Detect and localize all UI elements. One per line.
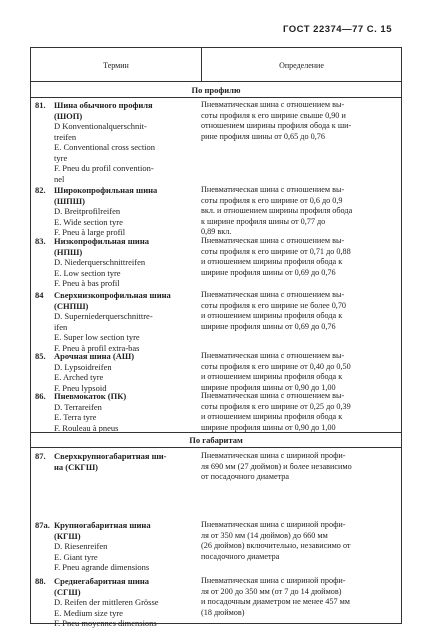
definition-line: соты профиля к его ширине не более 0,70: [201, 300, 347, 310]
definition-line: Пневматическая шина с отношением вы-: [201, 290, 345, 299]
term-name-ru: (ШОП): [54, 110, 83, 121]
term-number: 84: [35, 290, 44, 300]
definition-line: и отношением ширины профиля обода к: [201, 311, 343, 320]
definition-line: Пневматическая шина с шириной профи-: [201, 576, 346, 585]
definition-line: Пневматическая шина с отношением вы-: [201, 391, 345, 400]
definition-cell: [201, 391, 391, 433]
term-translation: treifen: [54, 131, 77, 142]
definition-cell: [201, 185, 391, 238]
column-header-definition: Определение: [279, 61, 324, 70]
term-name-ru: Арочная шина (АШ): [54, 351, 135, 361]
term-number: 87.: [35, 451, 46, 461]
definition-cell: [201, 100, 391, 142]
definition-line: ширине профиля шины от 0,69 до 0,76: [201, 321, 336, 331]
definition-cell: [201, 576, 391, 618]
definition-line: ширине профиля шины от 0,69 до 0,76: [201, 267, 336, 277]
definition-line: ля от 200 до 350 мм (от 7 до 14 дюймов): [201, 586, 342, 596]
definition-cell: [201, 520, 391, 562]
term-translation: D Konventionalquerschnit-: [54, 121, 147, 131]
term-translation: E. Conventional cross section: [54, 142, 156, 152]
column-header-term: Термин: [103, 61, 129, 70]
table-header: [31, 48, 401, 82]
definition-line: и отношением ширины профиля обода к: [201, 372, 343, 381]
definition-line: (26 дюймов) включительно, независимо от: [201, 541, 351, 550]
definition-line: вкл. и отношением ширины профиля обода: [201, 206, 353, 215]
term-name-ru: Сверхкрупногабаритная ши-: [54, 451, 167, 461]
definition-line: к ширине профиля шины от 0,77 до: [201, 216, 326, 226]
term-translation: D. Breitprofilreifen: [54, 206, 121, 216]
term-name-ru: Среднегабаритная шина: [54, 576, 149, 586]
term-translation: F. Pneu du profil convention-: [54, 163, 154, 173]
definition-line: соты профиля к его ширине свыше 0,90 и: [201, 110, 346, 120]
term-translation: F. Rouleau à pneus: [54, 422, 119, 433]
definition-line: отношением ширины профиля обода к ши-: [201, 121, 352, 130]
definition-line: соты профиля к его ширине от 0,71 до 0,88: [201, 246, 351, 256]
definition-line: и отношением ширины профиля обода к: [201, 412, 343, 421]
definition-line: ширине профиля шины от 0,90 до 1,00: [201, 422, 336, 432]
term-name-ru: на (СКГШ): [54, 461, 98, 472]
term-name-ru: (КГШ): [54, 530, 81, 541]
definition-line: соты профиля к его ширине от 0,40 до 0,50: [201, 361, 351, 371]
term-translation: E. Medium size tyre: [54, 607, 123, 618]
definition-line: ля от 350 мм (14 дюймов) до 660 мм: [201, 530, 328, 540]
term-number: 81.: [35, 100, 46, 110]
column-divider: [201, 48, 202, 81]
term-translation: E. Terra tyre: [54, 412, 97, 422]
definition-line: рине профиля шины от 0,65 до 0,76: [201, 131, 325, 141]
term-translation: nel: [54, 173, 65, 184]
definition-line: соты профиля к его ширине от 0,25 до 0,39: [201, 401, 351, 411]
term-translation: F. Pneu moyennes dimensions: [54, 618, 157, 628]
definition-line: Пневматическая шина с шириной профи-: [201, 520, 346, 529]
term-translation: F. Pneu à bas profil: [54, 278, 120, 288]
definition-line: ля 690 мм (27 дюймов) и более независимо: [201, 461, 352, 471]
term-translation: F. Pneu lypsoid: [54, 382, 107, 393]
definition-line: 0,89 вкл.: [201, 227, 232, 236]
term-name-ru: Пневмокаток (ПК): [54, 391, 127, 401]
definition-line: и отношением ширины профиля обода к: [201, 257, 343, 266]
definition-line: соты профиля к его ширине от 0,6 до 0,9: [201, 195, 343, 205]
term-name-ru: (СГШ): [54, 586, 81, 597]
term-translation: E. Wide section tyre: [54, 216, 123, 227]
term-translation: ifen: [54, 321, 68, 332]
term-number: 82.: [35, 185, 46, 195]
term-translation: E. Arched tyre: [54, 372, 104, 382]
divider: [31, 97, 401, 98]
term-number: 85.: [35, 351, 46, 361]
definition-cell: [201, 290, 391, 332]
definition-line: Пневматическая шина с отношением вы-: [201, 236, 345, 245]
term-translation: D. Superniederquerschnittre-: [54, 311, 153, 321]
term-name-ru: Крупногабаритная шина: [54, 520, 151, 530]
term-translation: D. Reifen der mittleren Grösse: [54, 597, 159, 607]
term-translation: E. Super low section tyre: [54, 332, 140, 342]
term-name-ru: Низкопрофильная шина: [54, 236, 149, 246]
term-translation: F. Pneu à profil extra-bas: [54, 342, 140, 353]
term-number: 83.: [35, 236, 46, 246]
page-header: ГОСТ 22374—77 С. 15: [282, 24, 392, 35]
definition-line: от посадочного диаметра: [201, 472, 289, 481]
term-translation: E. Low section tyre: [54, 267, 121, 278]
term-translation: F. Pneu à large profil: [54, 227, 126, 237]
definition-line: и посадочным диаметром не менее 457 мм: [201, 597, 350, 606]
term-name-ru: (ШПШ): [54, 195, 85, 206]
definition-cell: [201, 451, 391, 483]
term-name-ru: Шина обычного профиля: [54, 100, 153, 110]
definition-line: Пневматическая шина с отношением вы-: [201, 351, 345, 360]
definition-line: Пневматическая шина с шириной профи-: [201, 451, 346, 460]
term-translation: D. Niederquerschnittreifen: [54, 257, 146, 267]
definition-line: Пневматическая шина с отношением вы-: [201, 185, 345, 194]
definition-line: ширине профиля шины от 0,90 до 1,00: [201, 382, 336, 392]
term-number: 87а.: [35, 520, 50, 530]
term-translation: D. Riesenreifen: [54, 541, 108, 551]
definition-line: Пневматическая шина с отношением вы-: [201, 100, 345, 109]
term-number: 86.: [35, 391, 46, 401]
term-translation: D. Lypsoidreifen: [54, 361, 112, 372]
definition-line: (18 дюймов): [201, 607, 245, 617]
term-translation: F. Pneu agrande dimensions: [54, 562, 150, 572]
term-translation: tyre: [54, 152, 68, 163]
definition-cell: [201, 236, 391, 278]
term-name-ru: (СНПШ): [54, 300, 89, 311]
term-name-ru: Сверхнизкопрофильная шина: [54, 290, 171, 300]
term-name-ru: Широкопрофильная шина: [54, 185, 158, 195]
definition-cell: [201, 351, 391, 393]
divider: [31, 432, 401, 433]
definition-line: посадочного диаметра: [201, 551, 280, 561]
divider: [31, 447, 401, 448]
term-translation: D. Terrareifen: [54, 401, 102, 412]
term-translation: E. Giant tyre: [54, 551, 98, 562]
term-number: 88.: [35, 576, 46, 586]
terms-table: Термин Определение По профилю 81. Шина обычного профиля (ШОП) D Konventionalquerschnit- treifen E. Conventional cross section tyre F. Pneu du profil convention- nel Пневматическая шина с отношением вы- соты профиля к его ширине свыше 0,90 и отношением ширины профиля обода к ши- рине профиля шины от 0,65 до 0,76 82. Широкопрофильная шина (ШПШ) D. Breitprofilreifen E. Wide section tyre F. Pneu à large profil Пневматическая шина с отношением вы- соты профиля к его ширине от 0,6 до 0,9 вкл. и отношением ширины профиля обода к ширине профиля шины от 0,77 до 0,89 вкл. 83. Низкопрофильная шина (НПШ) D. Niederquerschnittreifen E. Low section tyre F. Pneu à bas profil Пневматическая шина с отношением вы- соты профиля к его ширине от 0,71 до 0,88 и отношением ширины профиля обода к ширине профиля шины от 0,69 до 0,76 84 Сверхнизкопрофильная шина (СНПШ) D. Superniederquerschnittre- ifen E. Super low section tyre F. Pneu à profil extra-bas Пневматическая шина с отношением вы- соты профиля к его ширине не более 0,70 и отношением ширины профиля обода к ширине профиля шины от 0,69 до 0,76 85. Арочная шина (АШ) D. Lypsoidreifen E. Arched tyre F. Pneu lypsoid Пневматическая шина с отношением вы- соты профиля к его ширине от 0,40 до 0,50 и отношением ширины профиля обода к ширине профиля шины от 0,90 до 1,00 86. Пневмокаток (ПК) D. Terrareifen E. Terra tyre F. Rouleau à pneus Пневматическая шина с отношением вы- соты профиля к его ширине от 0,25 до 0,39 и отношением ширины профиля обода к ширине профиля шины от 0,90 до 1,00 По габаритам 87. Сверхкрупногабаритная ши- на (СКГШ) Пневматическая шина с шириной профи- ля 690 мм (27 дюймов) и более независимо от посадочного диаметра 87а. Крупногабаритная шина (КГШ) D. Riesenreifen E. Giant tyre F. Pneu agrande dimensions Пневматическая шина с шириной профи- ля от 350 мм (14 дюймов) до 660 мм (26 дюймов) включительно, независимо от посадочного диаметра 88. Среднегабаритная шина (СГШ) D. Reifen der mittleren Grösse E. Medium size tyre F. Pneu moyennes dimensions Пневматическая шина с шириной профи- ля от 200 до 350 мм (от 7 до 14 дюймов) и посадочным диаметром не менее 457 мм (18 дюймов): [30, 47, 402, 624]
term-name-ru: (НПШ): [54, 246, 83, 257]
